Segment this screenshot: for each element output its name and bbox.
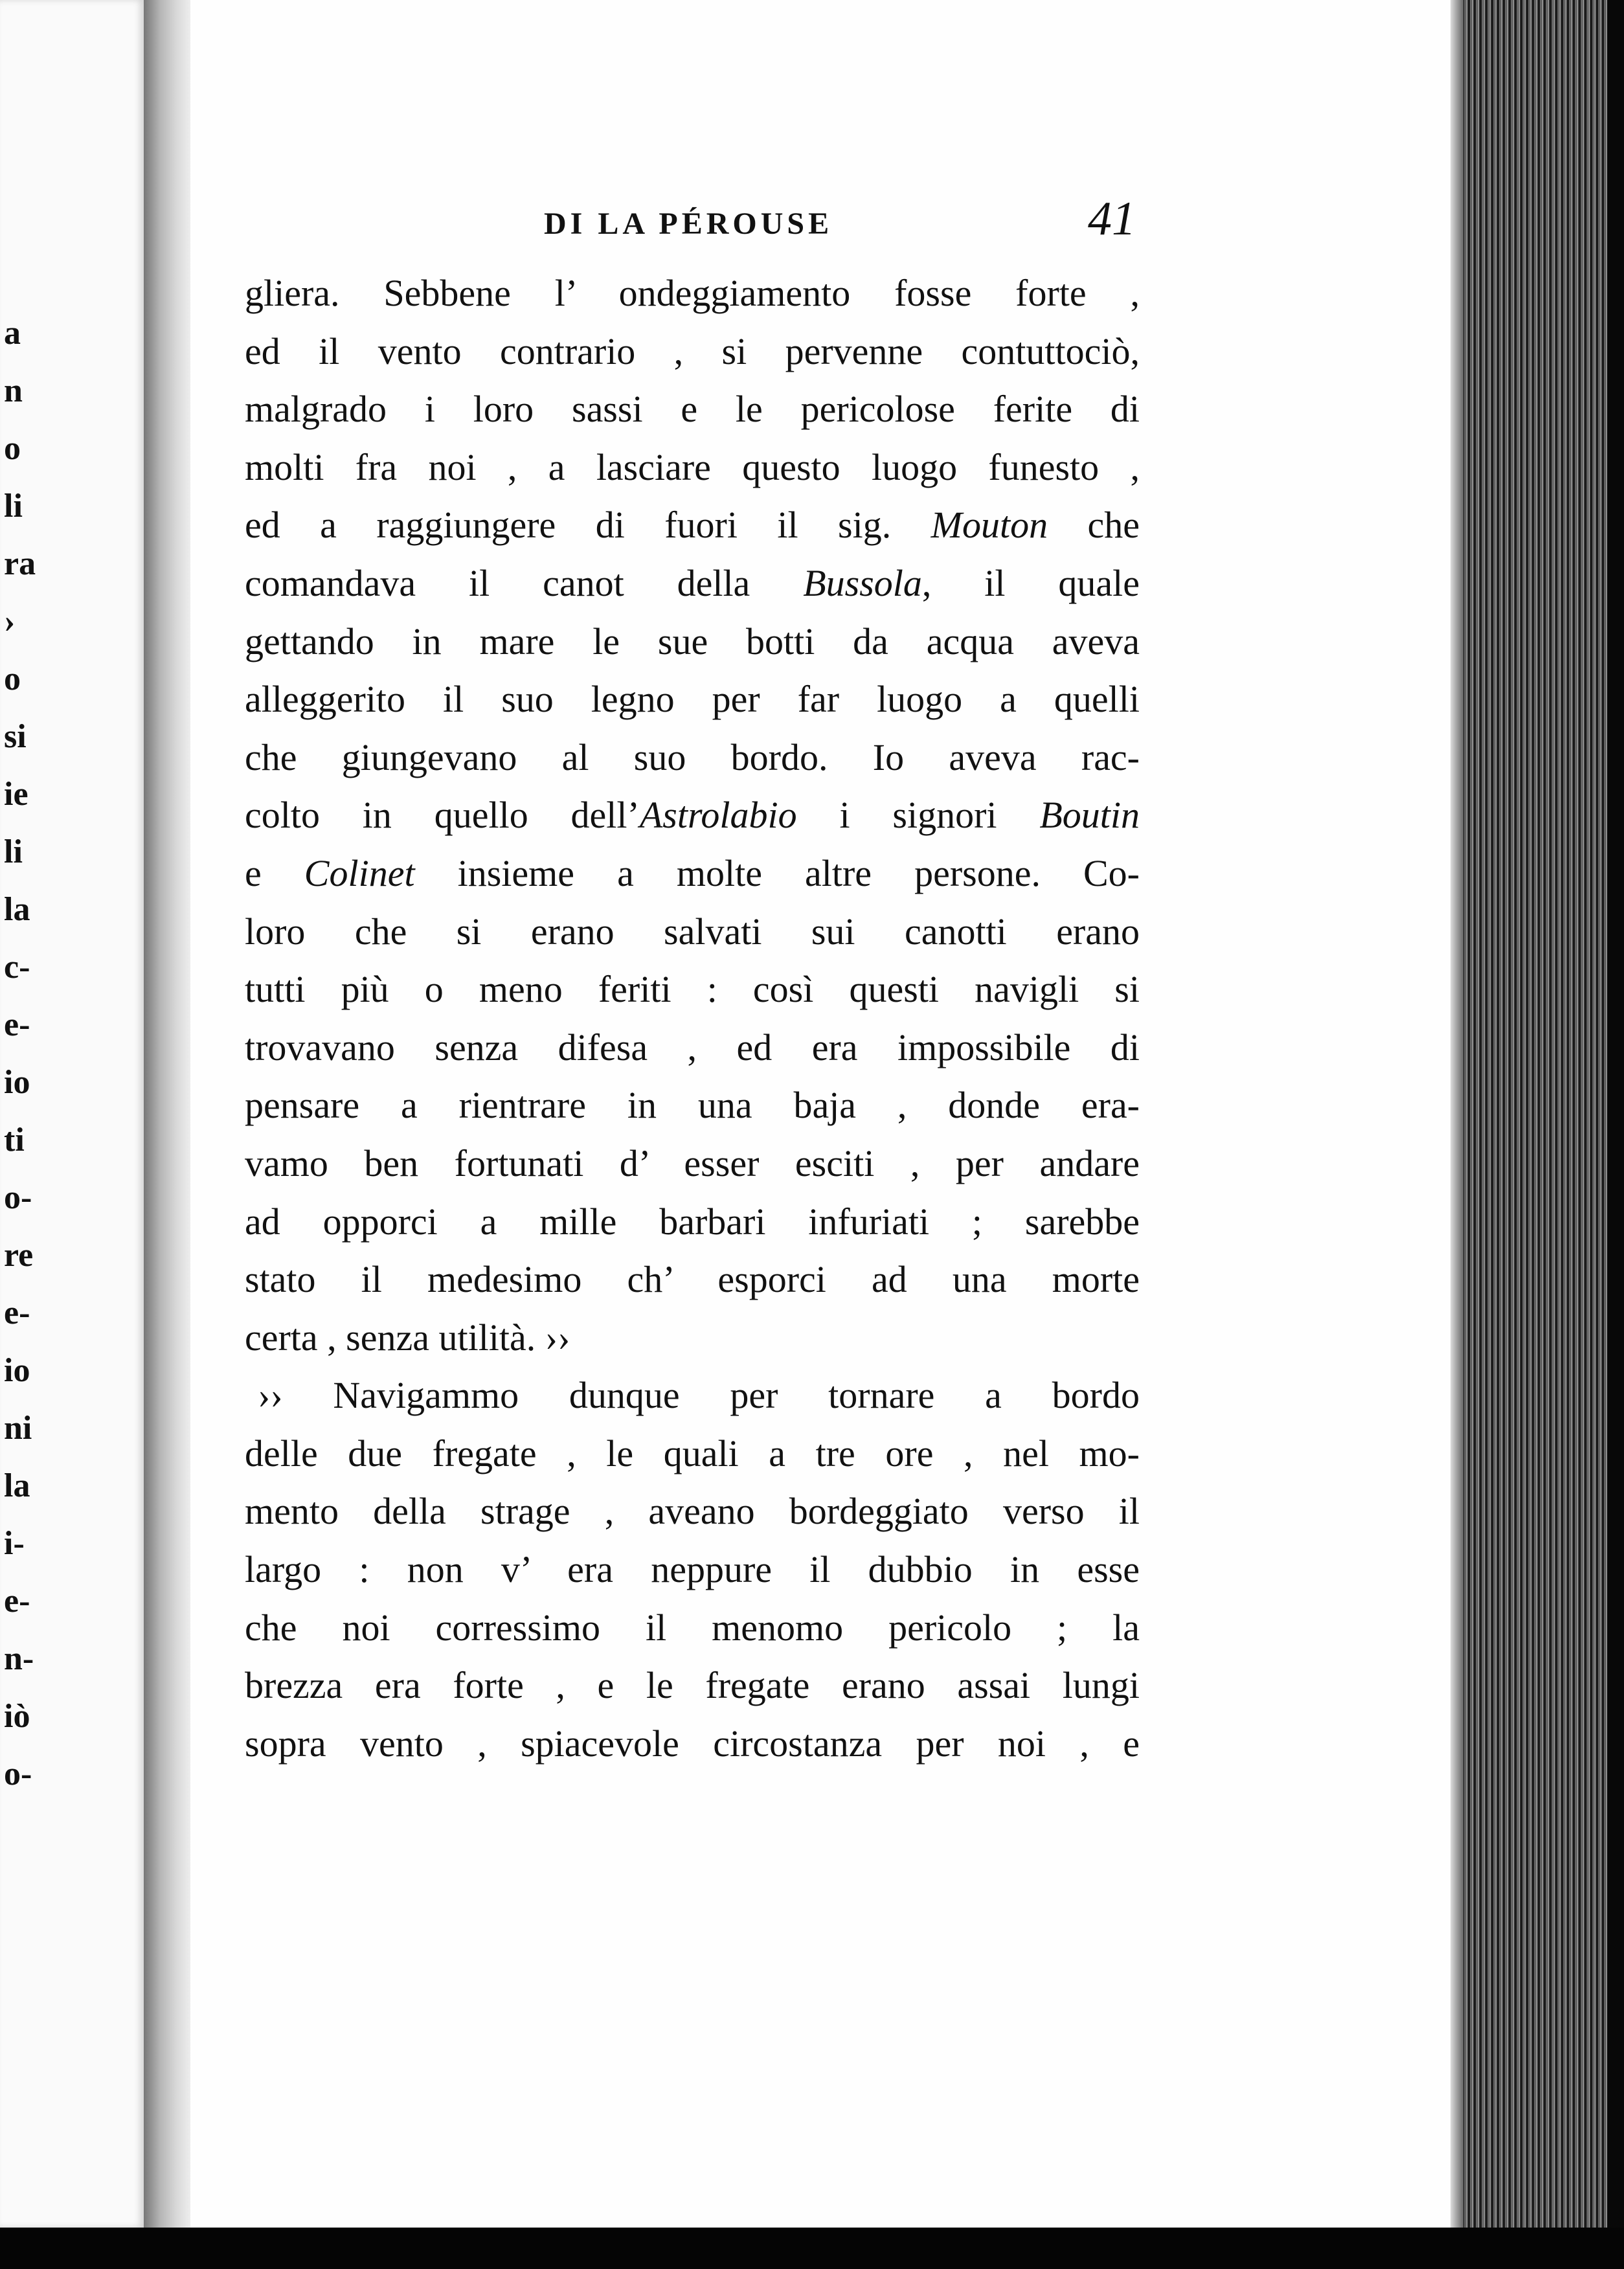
- text-line: [245, 786, 1140, 844]
- text-segment: insieme a molte altre persone. Co-: [457, 852, 1140, 894]
- fragment-line: ti: [4, 1122, 25, 1158]
- text-segment: i signori: [839, 794, 997, 837]
- text-line: ad opporci a mille barbari infuriati ; sarebbe: [245, 1200, 1140, 1243]
- fragment-line: si: [4, 718, 27, 755]
- fragment-line: re: [4, 1237, 34, 1274]
- fragment-line: n-: [4, 1640, 34, 1677]
- fragment-line: e-: [4, 1583, 30, 1620]
- fragment-line: la: [4, 1467, 30, 1504]
- fragment-line: iò: [4, 1698, 30, 1735]
- fragment-line: io: [4, 1352, 30, 1389]
- book-block-page-edges: [1450, 0, 1624, 2228]
- text-segment: colto in quello dell’: [245, 794, 640, 837]
- fragment-line: ra: [4, 545, 36, 582]
- text-line: che giungevano al suo bordo. Io aveva rac-: [245, 736, 1140, 778]
- facing-page-edge: [0, 0, 144, 2228]
- fragment-line: ie: [4, 776, 28, 813]
- page-number: 41: [1088, 192, 1136, 245]
- text-segment: comandava il canot della: [245, 561, 750, 604]
- text-line: mento della strage , aveano bordeggiato verso il: [245, 1490, 1140, 1533]
- fragment-line: li: [4, 833, 23, 870]
- text-line: trovavano senza difesa , ed era impossibile di: [245, 1026, 1140, 1068]
- text-line: stato il medesimo ch’ esporci ad una morte: [245, 1258, 1140, 1301]
- text-line: largo : non v’ era neppure il dubbio in esse: [245, 1548, 1140, 1591]
- text-segment: ed a raggiungere di fuori il sig.: [245, 504, 892, 547]
- text-line: delle due fregate , le quali a tre ore , nel mo-: [245, 1432, 1140, 1474]
- person-name-colinet: Colinet: [304, 852, 415, 894]
- body-text: [245, 264, 1140, 1772]
- text-line: [245, 496, 1140, 554]
- text-segment: che: [1087, 504, 1140, 547]
- fragment-line: io: [4, 1064, 30, 1101]
- text-line: alleggerito il suo legno per far luogo a quelli: [245, 678, 1140, 721]
- text-line: ›› Navigammo dunque per tornare a bordo: [258, 1374, 1140, 1417]
- fragment-line: li: [4, 488, 23, 525]
- fragment-line: o-: [4, 1755, 32, 1792]
- text-line: ed il vento contrario , si pervenne contuttociò,: [245, 330, 1140, 372]
- text-line: [245, 554, 1140, 613]
- text-line: loro che si erano salvati sui canotti erano: [245, 910, 1140, 953]
- text-line: [245, 844, 1140, 903]
- fragment-line: c-: [4, 949, 30, 986]
- fragment-line: e-: [4, 1006, 30, 1043]
- fragment-line: a: [4, 315, 21, 352]
- text-line: tutti più o meno feriti : così questi navigli si: [245, 968, 1140, 1011]
- book-gutter-shadow: [144, 0, 190, 2228]
- text-line: certa , senza utilità. ››: [245, 1316, 570, 1359]
- text-line: gettando in mare le sue botti da acqua aveva: [245, 620, 1140, 662]
- text-line: che noi corressimo il menomo pericolo ; la: [245, 1606, 1140, 1649]
- fragment-line: la: [4, 891, 30, 928]
- text-line: pensare a rientrare in una baja , donde era-: [245, 1084, 1140, 1127]
- ship-name-bussola: Bussola: [803, 561, 922, 604]
- fragment-line: o: [4, 430, 21, 467]
- fragment-line: o: [4, 660, 21, 697]
- fragment-line: i-: [4, 1525, 25, 1562]
- facing-page-text-fragments: [0, 304, 144, 1803]
- fragment-line: ni: [4, 1410, 32, 1447]
- text-line: sopra vento , spiacevole circostanza per noi , e: [245, 1722, 1140, 1765]
- running-head: DI LA PÉROUSE: [544, 207, 833, 241]
- ship-name-astrolabio: Astrolabio: [639, 794, 797, 837]
- text-line: gliera. Sebbene l’ ondeggiamento fosse forte ,: [245, 272, 1140, 314]
- text-line: vamo ben fortunati d’ esser esciti , per andare: [245, 1142, 1140, 1184]
- fragment-line: n: [4, 372, 23, 409]
- text-segment: , il quale: [921, 561, 1140, 604]
- text-segment: e: [245, 852, 262, 894]
- fragment-line: o-: [4, 1179, 32, 1216]
- fragment-line: ›: [4, 603, 16, 640]
- text-line: molti fra noi , a lasciare questo luogo funesto ,: [245, 446, 1140, 488]
- text-line: brezza era forte , e le fregate erano assai lungi: [245, 1664, 1140, 1707]
- fragment-line: e-: [4, 1294, 30, 1331]
- person-name-boutin: Boutin: [1039, 794, 1140, 837]
- text-line: malgrado i loro sassi e le pericolose ferite di: [245, 388, 1140, 431]
- ship-name-mouton: Mouton: [930, 504, 1048, 547]
